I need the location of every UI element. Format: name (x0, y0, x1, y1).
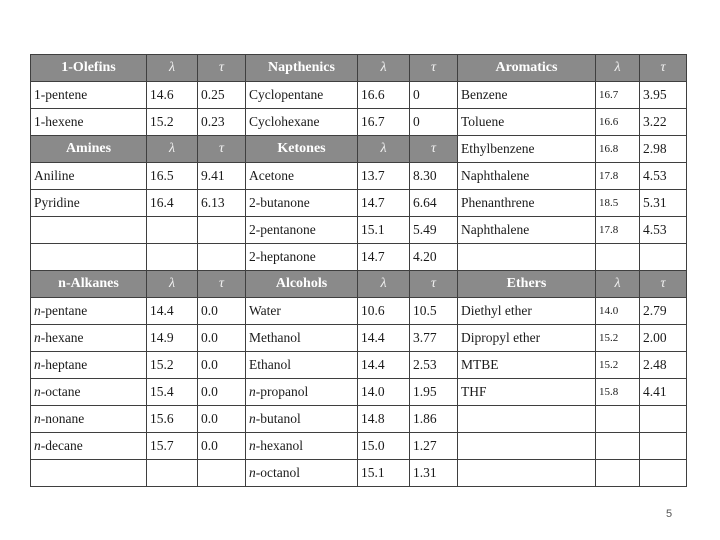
solvent-parameter-table (30, 54, 687, 487)
compound-name: -hexane (40, 330, 84, 345)
table-row (31, 163, 687, 190)
compound-cell (246, 406, 358, 433)
compound-cell: 1-pentene (31, 82, 147, 109)
lambda-cell: 16.6 (358, 82, 410, 109)
empty-cell (198, 217, 246, 244)
lambda-cell: 14.4 (358, 325, 410, 352)
lambda-cell: 16.8 (596, 136, 640, 163)
empty-cell (596, 406, 640, 433)
lambda-cell: 14.8 (358, 406, 410, 433)
tau-cell: 1.95 (410, 379, 458, 406)
lambda-cell: 15.2 (596, 352, 640, 379)
tau-cell: 0.0 (198, 379, 246, 406)
tau-cell: 1.27 (410, 433, 458, 460)
compound-cell (31, 325, 147, 352)
lambda-cell: 17.8 (596, 217, 640, 244)
tau-cell: 10.5 (410, 298, 458, 325)
empty-cell (640, 406, 687, 433)
empty-cell (147, 244, 198, 271)
tau-cell: 0.0 (198, 298, 246, 325)
lambda-cell: 14.4 (358, 352, 410, 379)
lambda-cell: 14.0 (596, 298, 640, 325)
lambda-header: λ (358, 55, 410, 82)
lambda-header: λ (358, 136, 410, 163)
lambda-cell: 14.0 (358, 379, 410, 406)
group-header-alkanes: n-Alkanes (31, 271, 147, 298)
compound-cell: Diethyl ether (458, 298, 596, 325)
tau-cell: 0.0 (198, 352, 246, 379)
tau-cell: 6.64 (410, 190, 458, 217)
compound-cell: Phenanthrene (458, 190, 596, 217)
n-prefix: n (249, 465, 256, 480)
compound-cell (246, 379, 358, 406)
compound-cell: Naphthalene (458, 217, 596, 244)
compound-name: -propanol (255, 384, 309, 399)
table-row (31, 298, 687, 325)
tau-header: τ (410, 136, 458, 163)
lambda-cell: 14.7 (358, 244, 410, 271)
compound-cell: 2-butanone (246, 190, 358, 217)
empty-cell (198, 244, 246, 271)
tau-header: τ (640, 271, 687, 298)
compound-cell: Benzene (458, 82, 596, 109)
compound-cell: Water (246, 298, 358, 325)
compound-cell: 1-hexene (31, 109, 147, 136)
empty-cell (458, 433, 596, 460)
table-row (31, 82, 687, 109)
compound-name: -heptane (40, 357, 88, 372)
compound-cell: Pyridine (31, 190, 147, 217)
tau-cell: 9.41 (198, 163, 246, 190)
tau-cell: 4.20 (410, 244, 458, 271)
group-header-alcohols: Alcohols (246, 271, 358, 298)
n-prefix: n (34, 357, 41, 372)
tau-cell: 3.77 (410, 325, 458, 352)
compound-name: -hexanol (255, 438, 303, 453)
lambda-cell: 10.6 (358, 298, 410, 325)
table-header-row (31, 55, 687, 82)
tau-cell: 8.30 (410, 163, 458, 190)
empty-cell (596, 244, 640, 271)
compound-name: -butanol (255, 411, 301, 426)
lambda-header: λ (596, 55, 640, 82)
table-header-row (31, 136, 687, 163)
lambda-cell: 14.6 (147, 82, 198, 109)
lambda-cell: 15.4 (147, 379, 198, 406)
compound-cell (31, 298, 147, 325)
tau-cell: 2.00 (640, 325, 687, 352)
tau-cell: 3.95 (640, 82, 687, 109)
compound-name: -nonane (40, 411, 85, 426)
tau-cell: 4.41 (640, 379, 687, 406)
tau-cell: 0 (410, 82, 458, 109)
lambda-cell: 15.2 (147, 109, 198, 136)
n-prefix: n (34, 303, 41, 318)
lambda-header: λ (596, 271, 640, 298)
compound-cell: Toluene (458, 109, 596, 136)
table-row (31, 217, 687, 244)
compound-cell (31, 352, 147, 379)
empty-cell (147, 460, 198, 487)
n-prefix: n (34, 384, 41, 399)
tau-cell: 5.31 (640, 190, 687, 217)
lambda-cell: 15.2 (596, 325, 640, 352)
compound-cell: Cyclopentane (246, 82, 358, 109)
table-row (31, 379, 687, 406)
tau-header: τ (410, 55, 458, 82)
tau-cell: 1.31 (410, 460, 458, 487)
empty-cell (31, 217, 147, 244)
lambda-cell: 13.7 (358, 163, 410, 190)
compound-cell: Ethanol (246, 352, 358, 379)
lambda-cell: 16.5 (147, 163, 198, 190)
compound-cell: Naphthalene (458, 163, 596, 190)
empty-cell (31, 460, 147, 487)
n-prefix: n (249, 384, 256, 399)
lambda-cell: 17.8 (596, 163, 640, 190)
lambda-cell: 14.7 (358, 190, 410, 217)
table-row (31, 460, 687, 487)
lambda-cell: 16.7 (358, 109, 410, 136)
table-row (31, 325, 687, 352)
lambda-cell: 15.1 (358, 217, 410, 244)
group-header-ketones: Ketones (246, 136, 358, 163)
compound-cell (31, 433, 147, 460)
group-header-amines: Amines (31, 136, 147, 163)
lambda-cell: 15.2 (147, 352, 198, 379)
empty-cell (640, 460, 687, 487)
compound-cell: Ethylbenzene (458, 136, 596, 163)
empty-cell (596, 460, 640, 487)
lambda-cell: 18.5 (596, 190, 640, 217)
table-row (31, 109, 687, 136)
page-number: 5 (666, 508, 673, 520)
group-header-aromatics: Aromatics (458, 55, 596, 82)
compound-name: -octane (40, 384, 81, 399)
table-header-row (31, 271, 687, 298)
tau-cell: 2.53 (410, 352, 458, 379)
compound-cell (31, 379, 147, 406)
compound-cell: MTBE (458, 352, 596, 379)
empty-cell (640, 244, 687, 271)
compound-cell: Dipropyl ether (458, 325, 596, 352)
compound-name: -octanol (255, 465, 300, 480)
tau-cell: 2.79 (640, 298, 687, 325)
tau-cell: 0.0 (198, 325, 246, 352)
empty-cell (147, 217, 198, 244)
group-header-olefins: 1-Olefins (31, 55, 147, 82)
lambda-cell: 14.4 (147, 298, 198, 325)
empty-cell (640, 433, 687, 460)
compound-cell (31, 406, 147, 433)
n-prefix: n (34, 330, 41, 345)
table-row (31, 433, 687, 460)
empty-cell (596, 433, 640, 460)
compound-cell: Aniline (31, 163, 147, 190)
n-prefix: n (249, 438, 256, 453)
n-prefix: n (34, 411, 41, 426)
n-prefix: n (34, 438, 41, 453)
tau-cell: 0.25 (198, 82, 246, 109)
compound-name: -pentane (40, 303, 88, 318)
lambda-cell: 15.8 (596, 379, 640, 406)
tau-cell: 5.49 (410, 217, 458, 244)
tau-cell: 0.0 (198, 433, 246, 460)
lambda-cell: 15.6 (147, 406, 198, 433)
compound-cell: 2-heptanone (246, 244, 358, 271)
empty-cell (458, 406, 596, 433)
tau-cell: 4.53 (640, 163, 687, 190)
lambda-header: λ (147, 271, 198, 298)
compound-cell: THF (458, 379, 596, 406)
table-row (31, 190, 687, 217)
group-header-napthenics: Napthenics (246, 55, 358, 82)
table-row (31, 406, 687, 433)
empty-cell (198, 460, 246, 487)
compound-cell: Acetone (246, 163, 358, 190)
empty-cell (31, 244, 147, 271)
lambda-cell: 15.1 (358, 460, 410, 487)
table-row (31, 244, 687, 271)
table-row (31, 352, 687, 379)
tau-cell: 2.48 (640, 352, 687, 379)
tau-cell: 0.23 (198, 109, 246, 136)
compound-cell: Methanol (246, 325, 358, 352)
compound-name: -decane (40, 438, 83, 453)
lambda-cell: 14.9 (147, 325, 198, 352)
tau-cell: 2.98 (640, 136, 687, 163)
lambda-cell: 16.7 (596, 82, 640, 109)
empty-cell (458, 244, 596, 271)
lambda-header: λ (147, 136, 198, 163)
tau-header: τ (198, 55, 246, 82)
tau-header: τ (198, 136, 246, 163)
tau-header: τ (198, 271, 246, 298)
tau-cell: 0 (410, 109, 458, 136)
tau-cell: 0.0 (198, 406, 246, 433)
compound-cell (246, 433, 358, 460)
lambda-header: λ (358, 271, 410, 298)
lambda-cell: 15.0 (358, 433, 410, 460)
group-header-ethers: Ethers (458, 271, 596, 298)
lambda-cell: 15.7 (147, 433, 198, 460)
tau-cell: 4.53 (640, 217, 687, 244)
empty-cell (458, 460, 596, 487)
compound-cell (246, 460, 358, 487)
tau-header: τ (410, 271, 458, 298)
tau-cell: 3.22 (640, 109, 687, 136)
compound-cell: Cyclohexane (246, 109, 358, 136)
lambda-header: λ (147, 55, 198, 82)
compound-cell: 2-pentanone (246, 217, 358, 244)
lambda-cell: 16.6 (596, 109, 640, 136)
tau-cell: 1.86 (410, 406, 458, 433)
lambda-cell: 16.4 (147, 190, 198, 217)
tau-cell: 6.13 (198, 190, 246, 217)
tau-header: τ (640, 55, 687, 82)
n-prefix: n (249, 411, 256, 426)
